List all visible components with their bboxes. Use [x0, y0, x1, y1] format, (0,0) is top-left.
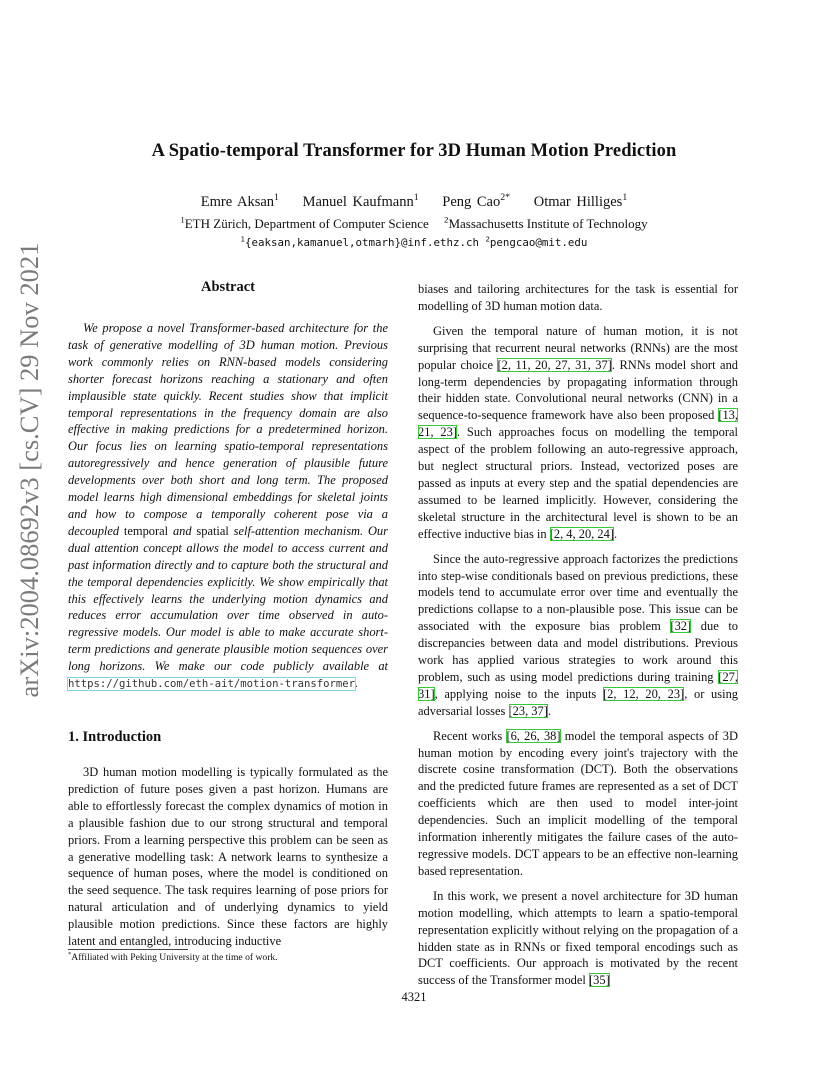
- author-list: [0, 194, 828, 211]
- author: Manuel Kaufmann$^1$: [302, 192, 419, 210]
- citation-link[interactable]: [32]: [670, 619, 692, 634]
- citation-link[interactable]: [6, 26, 38]: [506, 728, 561, 743]
- citation-link[interactable]: [2, 11, 20, 27, 31, 37]: [497, 357, 612, 372]
- introduction-paragraph: 3D human motion modelling is typically formulated as the prediction of future poses given a past horizon. Humans are able to effortlessly forecast the complex dynamics of motion in a plausible fashion due to our strong structural and temporal priors. From a learning perspective this problem can be seen as a generative modelling task: A network learns to synthesize a sequence of human poses, where the model is conditioned on the seed sequence. The task requires learning of pose priors for natural articulation and of underlying dynamics to yield plausible motion predictions. Since these factors are highly latent and entangled, introducing inductive: [68, 765, 388, 949]
- email: pengcao@mit.edu: [489, 236, 588, 249]
- citation-link[interactable]: [23, 37]: [508, 703, 548, 718]
- code-repository-link[interactable]: https://github.com/eth-ait/motion-transformer: [68, 678, 356, 691]
- author: Otmar Hilliges$^1$: [533, 192, 628, 210]
- paragraph: Since the auto-regressive approach factorizes the predictions into step-wise conditionals based on previous predictions, these models tend to accumulate error over time and eventually the predictions collapse to a non-plausible pose. This issue can be associated with the exposure bias problem [32] due to discrepancies between data and model distributions. Previous work has applied various strategies to work around this problem, such as using model predictions during training [27, 31], applying noise to the inputs [2, 12, 20, 23], or using adversarial losses [23, 37].: [418, 551, 739, 718]
- citation-link[interactable]: [13, 21, 23]: [418, 408, 739, 440]
- right-column-text: [418, 281, 738, 997]
- author: Emre Aksan$^1$: [200, 192, 279, 210]
- paragraph: Recent works [6, 26, 38] model the temporal aspects of 3D human motion by encoding every joint's trajectory with the discrete cosine transformation (DCT). Both the observations and the predicted future frames are represented as a set of DCT coefficients which are then used to model inter-joint dependencies. Such an implicit modelling of the temporal information inherently mitigates the failure cases of the auto-regressive models. DCT appears to be an effective non-learning based representation.: [418, 728, 738, 878]
- paragraph: Given the temporal nature of human motion, it is not surprising that recurrent neural networks (RNNs) are the most popular choice [2, 11, 20, 27, 31, 37]. RNNs model short and long-term dependencies by propagating information through their hidden state. Convolutional neural networks (CNN) in a sequence-to-sequence framework have also been proposed [13, 21, 23]. Such approaches focus on modelling the temporal aspect of the problem following an auto-regressive approach, but neglect structural priors. Instead, vectorized poses are passed as inputs at every step and the spatial dependencies are assumed to be learned implicitly. However, considering the skeletal structure in the architectural level is shown to be an effective inductive bias in [2, 4, 20, 24].: [418, 323, 739, 541]
- arxiv-identifier: arXiv:2004.08692v3 [cs.CV] 29 Nov 2021: [14, 242, 44, 698]
- paper-title: A Spatio-temporal Transformer for 3D Human Motion Prediction: [151, 141, 677, 161]
- paragraph: In this work, we present a novel architecture for 3D human motion modelling, which attempts to learn a spatio-temporal representation explicitly without relying on the propagation of a hidden state as in RNNs or fixed temporal encodings such as DCT coefficients. Our approach is motivated by the recent success of the Transformer model [35]: [418, 888, 738, 988]
- citation-link[interactable]: [35]: [589, 973, 610, 988]
- footnote-divider: [68, 949, 188, 950]
- paragraph: biases and tailoring architectures for the task is essential for modelling of 3D human motion data.: [418, 282, 738, 313]
- affiliation: $^1$ETH Zürich, Department of Computer Science: [180, 214, 429, 231]
- citation-link[interactable]: [2, 4, 20, 24]: [549, 526, 614, 541]
- citation-link[interactable]: [2, 12, 20, 23]: [602, 686, 685, 701]
- abstract-text: We propose a novel Transformer-based architecture for the task of generative modelling of 3D human motion. Previous work commonly relies on RNN-based models considering shorter forecast horizons reaching a stationary and often implausible state quickly. Recent studies show that implicit temporal representations in the frequency domain are also effective in making predictions for a predetermined horizon. Our focus lies on learning spatio-temporal representations autoregressively and hence generation of plausible future developments over both short and long term. The proposed model learns high dimensional embeddings for skeletal joints and how to compose a temporally coherent pose via a decoupled temporal and spatial self-attention mechanism. Our dual attention concept allows the model to access current and past information directly and to capture both the structural and the temporal dependencies explicitly. We show empirically that this effectively learns the underlying motion dynamics and reduces error accumulation over time observed in auto-regressive models. Our model is able to make accurate short-term predictions and generate plausible motion sequences over long horizons. We make our code publicly available at https://github.com/eth-ait/motion-transformer.: [68, 321, 388, 691]
- abstract-heading: Abstract: [201, 279, 255, 295]
- citation-link[interactable]: [27, 31]: [418, 669, 738, 701]
- affiliations: [0, 216, 828, 232]
- email-addresses: $^1${eaksan,kamanuel,otmarh}@inf.ethz.ch $^2$pengcao@mit.edu: [240, 234, 588, 249]
- footnote: *Affiliated with Peking University at the time of work.: [68, 950, 278, 963]
- page-number: 4321: [401, 990, 427, 1004]
- email: {eaksan,kamanuel,otmarh}@inf.ethz.ch: [244, 236, 479, 249]
- section-heading-introduction: 1. Introduction: [68, 729, 162, 745]
- author: Peng Cao$^{2*}$: [442, 192, 511, 210]
- affiliation: $^2$Massachusetts Institute of Technology: [444, 214, 648, 231]
